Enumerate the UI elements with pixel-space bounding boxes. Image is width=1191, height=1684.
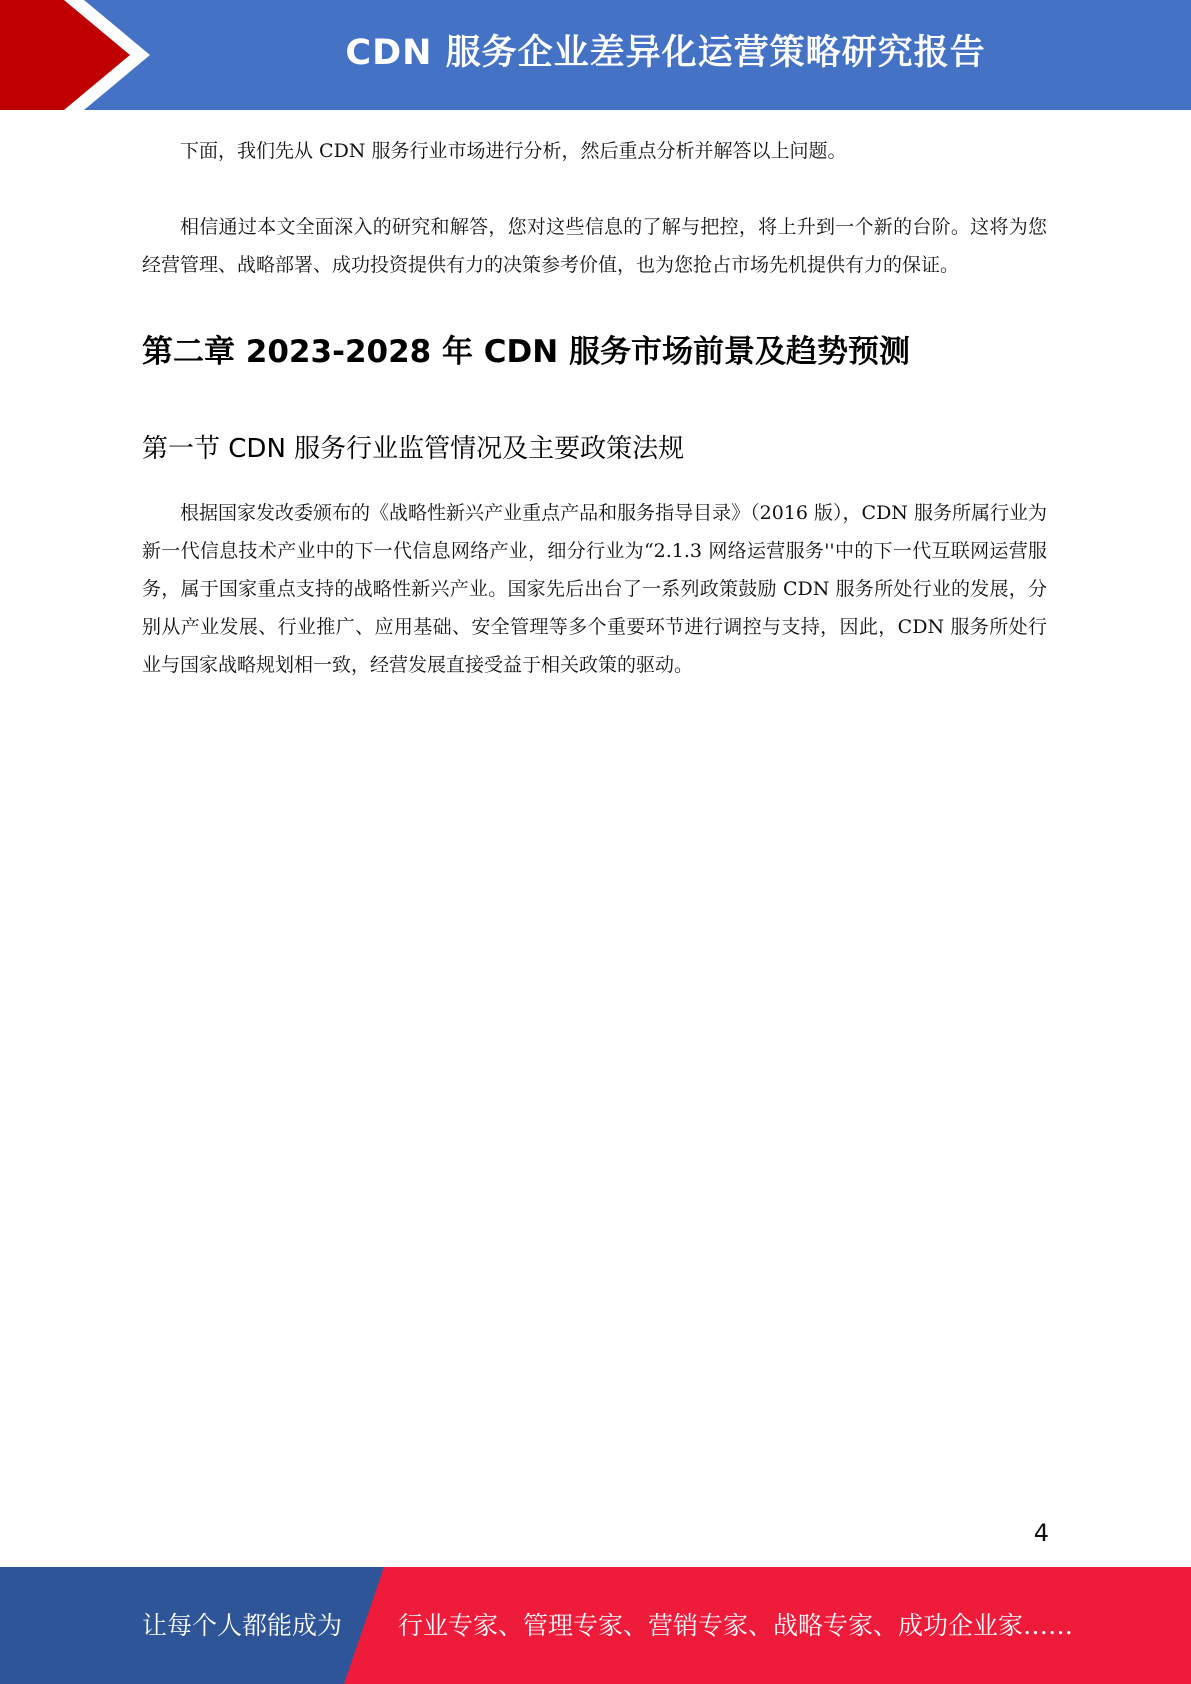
header-red-chevron <box>0 0 150 110</box>
document-body <box>142 132 1047 684</box>
footer-slogan-right: 行业专家、管理专家、营销专家、战略专家、成功企业家…… <box>398 1611 1074 1640</box>
section-title: 第一节 CDN 服务行业监管情况及主要政策法规 <box>142 434 685 464</box>
page-header <box>0 0 1191 110</box>
intro-paragraph: 下面，我们先从 CDN 服务行业市场进行分析，然后重点分析并解答以上问题。 <box>180 140 847 162</box>
header-arrow-decoration <box>0 0 160 110</box>
page-number: 4 <box>1033 1519 1049 1547</box>
header-title: CDN 服务企业差异化运营策略研究报告 <box>345 33 986 73</box>
chapter-title: 第二章 2023-2028 年 CDN 服务市场前景及趋势预测 <box>142 334 911 370</box>
page-footer <box>0 1567 1191 1684</box>
policy-paragraph: 根据国家发改委颁布的《战略性新兴产业重点产品和服务指导目录》（2016 版），CDN 服务所属行业为新一代信息技术产业中的下一代信息网络产业，细分行业为“2.1.3 网络运营服务''中的下一代互联网运营服务，属于国家重点支持的战略性新兴产业。国家先后出台了一系列政策鼓励 CDN 服务所处行业的发展，分别从产业发展、行业推广、应用基础、安全管理等多个重要环节进行调控与支持，因此，CDN 服务所处行业与国家战略规划相一致，经营发展直接受益于相关政策的驱动。 <box>142 502 1047 676</box>
footer-slogan-left: 让每个人都能成为 <box>142 1611 343 1640</box>
summary-paragraph: 相信通过本文全面深入的研究和解答，您对这些信息的了解与把控，将上升到一个新的台阶。这将为您经营管理、战略部署、成功投资提供有力的决策参考价值，也为您抢占市场先机提供有力的保证。 <box>142 216 1047 276</box>
